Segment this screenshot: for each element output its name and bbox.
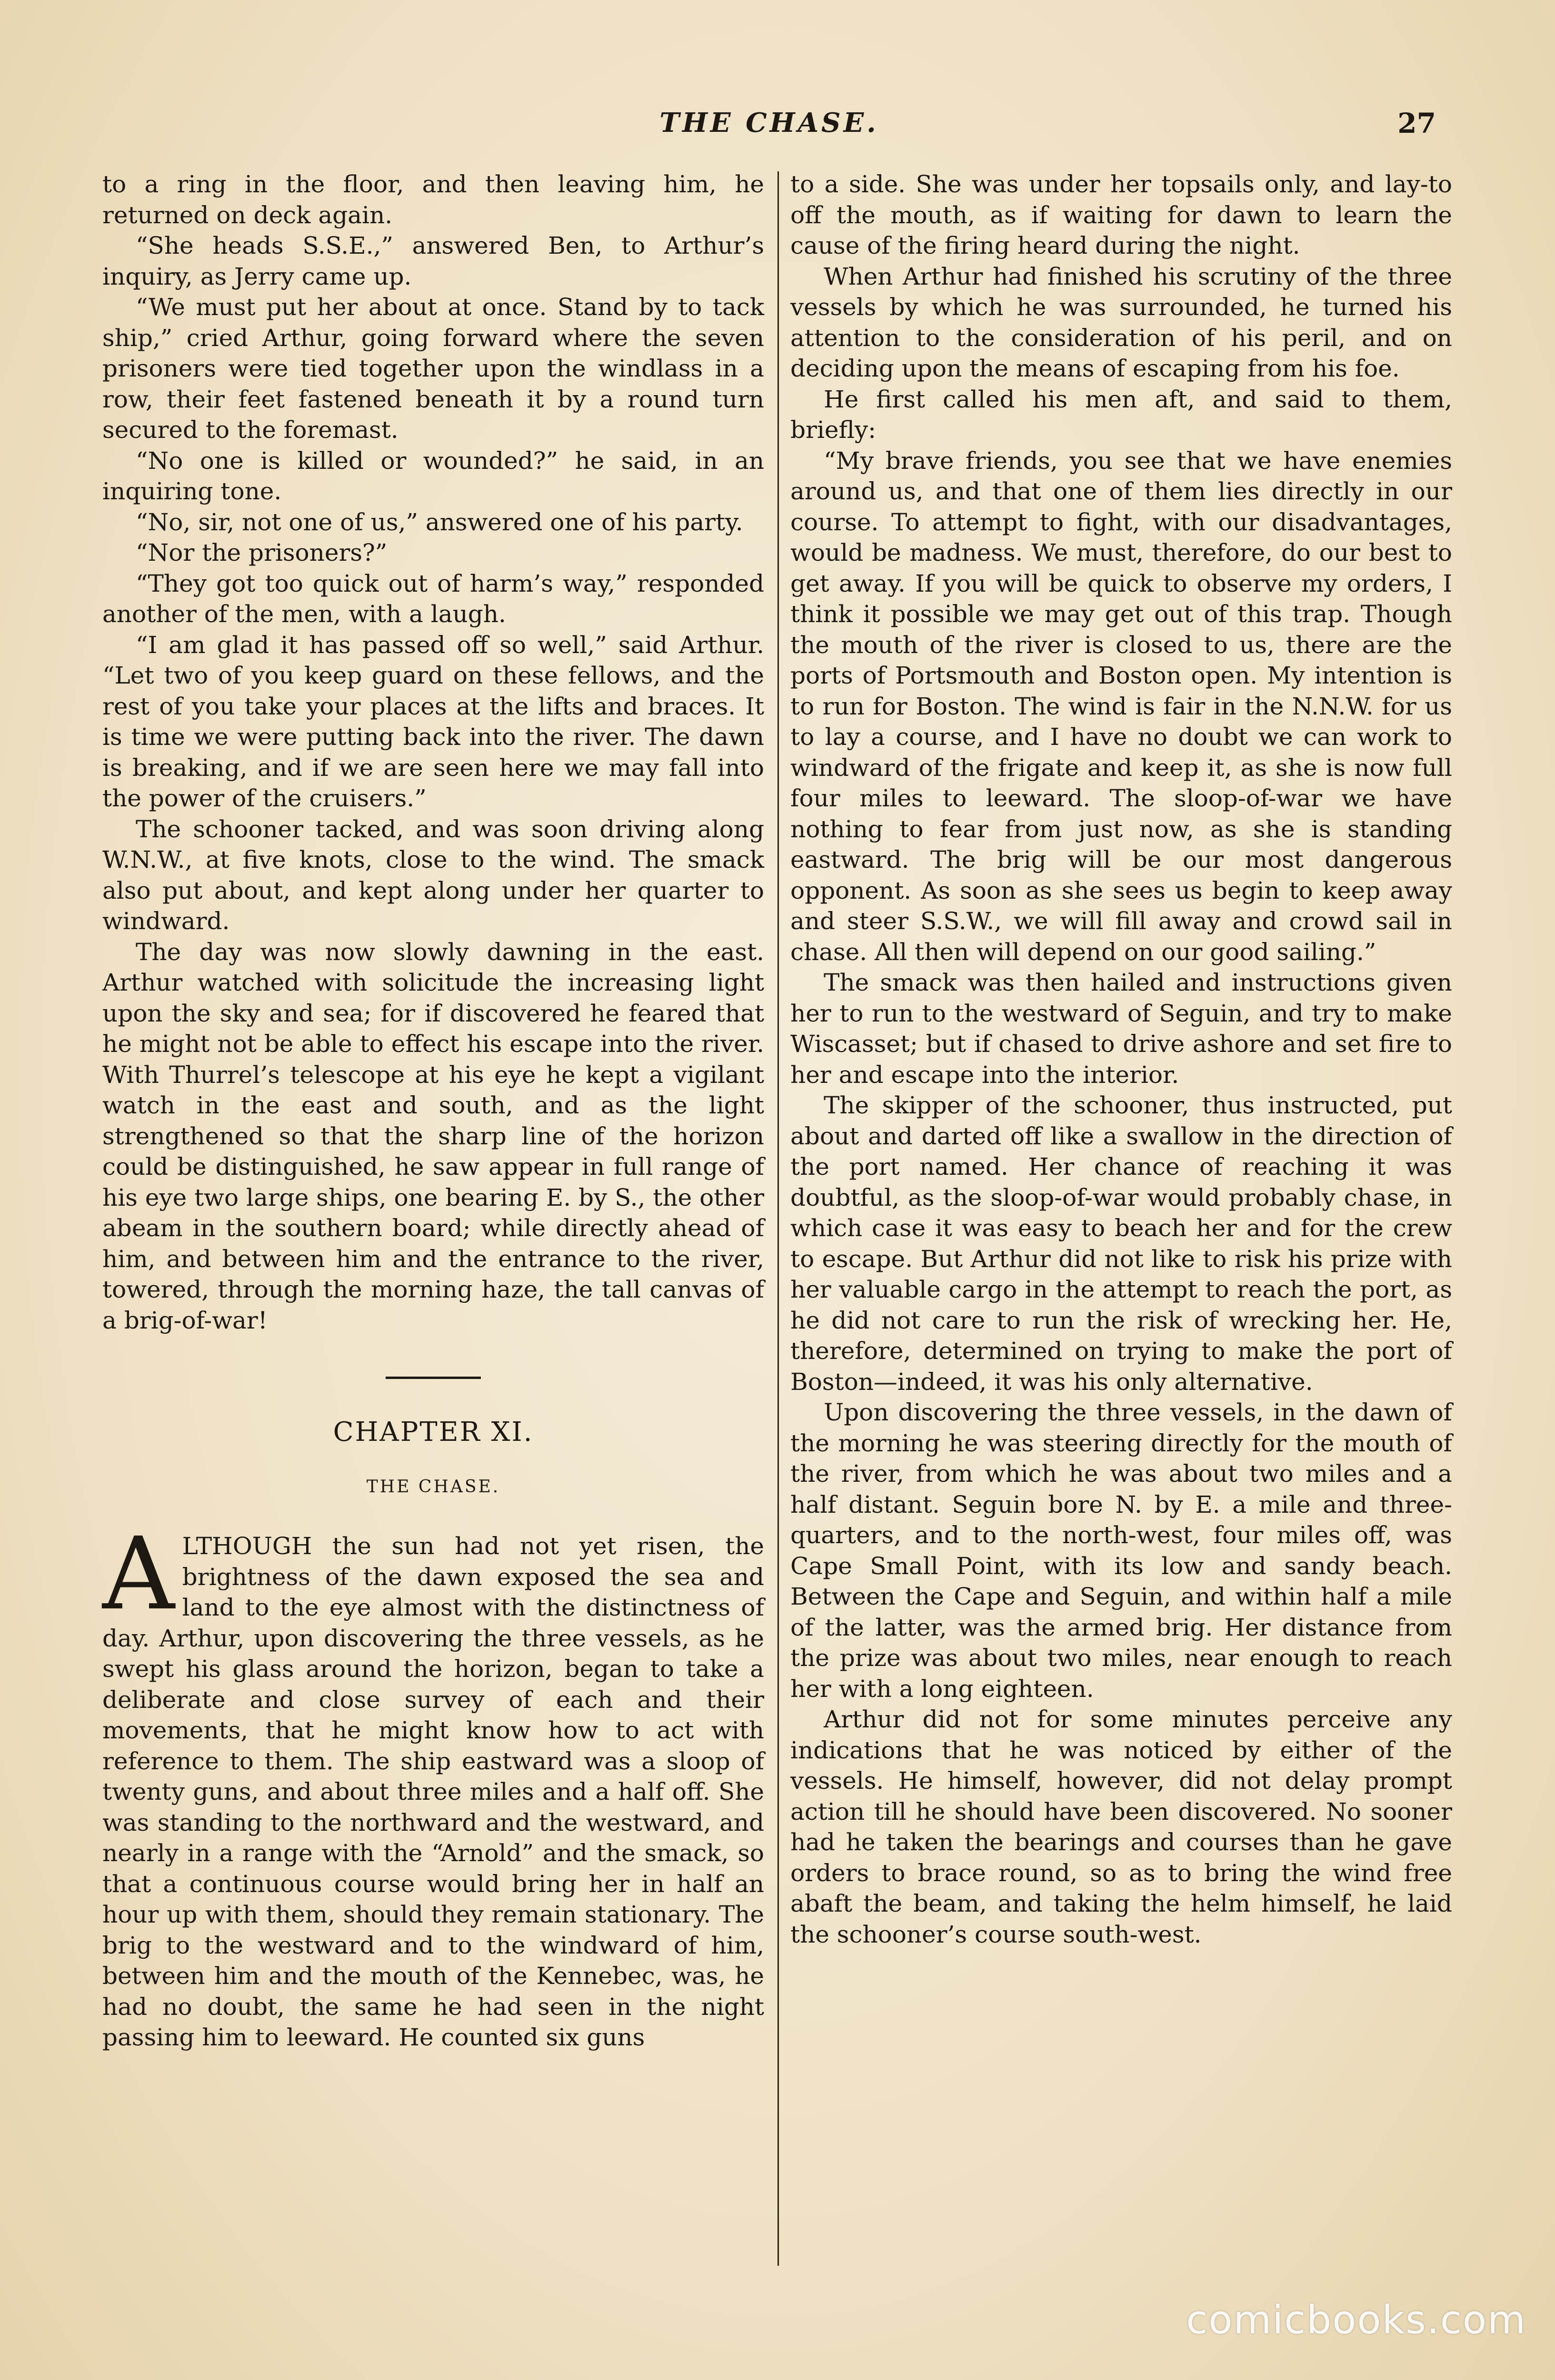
paragraph: “Nor the prisoners?” [136,539,388,566]
drop-cap: A [102,1516,175,1632]
paragraph: When Arthur had finished his scrutiny of the three vessels by which he was surrounded, he turned his attention to the consideration of his peril, and on deciding upon the means of escaping from his foe. [790,262,1452,382]
running-title: THE CHASE. [659,107,879,139]
chapter-opening-paragraph [102,1516,764,2053]
chapter-heading: CHAPTER XI. [333,1417,534,1448]
paragraph: Arthur did not for some minutes perceive any indications that he was noticed by either of the vessels. He himself, however, did not delay prompt action till he should have been discovered. No sooner had he taken the bearings and courses than he gave orders to brace round, so as to bring the wind free abaft the beam, and taking the helm himself, he laid the schooner’s course south-west. [790,1706,1452,1948]
paragraph: “We must put her about at once. Stand by to tack ship,” cried Arthur, going forward where the seven prisoners were tied together upon the windlass in a row, their feet fastened beneath it by a round turn secured to the foremast. [102,293,764,444]
paragraph: The smack was then hailed and instructions given her to run to the westward of Seguin, and try to make Wiscasset; but if chased to drive ashore and set fire to her and escape into the interior. [790,969,1452,1089]
watermark: comicbooks.com [1186,2298,1526,2343]
paragraph: “No, sir, not one of us,” answered one of his party. [136,508,743,536]
paragraph: The schooner tacked, and was soon driving along W.N.W., at five knots, close to the wind. The smack also put about, and kept along under her quarter to windward. [102,815,764,935]
section-divider [386,1377,481,1379]
paragraph: “I am glad it has passed off so well,” said Arthur. “Let two of you keep guard on these fellows, and the rest of you take your places at the lifts and braces. It is time we were putting back into the river. The dawn is breaking, and if we are seen here we may fall into the power of the cruisers.” [102,631,764,812]
paragraph: He first called his men aft, and said to them, briefly: [790,385,1452,444]
paragraph: “My brave friends, you see that we have enemies around us, and that one of them lies directly in our course. To attempt to fight, with our disadvantages, would be madness. We must, therefore, do our best to get away. If you will be quick to observe my orders, I think it possible we may get out of this trap. Though the mouth of the river is closed to us, there are the ports of Portsmouth and Boston open. My intention is to run for Boston. The wind is fair in the N.N.W. for us to lay a course, and I have no doubt we can work to windward of the frigate and keep it, as she is now full four miles to leeward. The sloop-of-war we have nothing to fear from just now, as she is standing eastward. The brig will be our most dangerous opponent. As soon as she sees us begin to keep away and steer S.S.W., we will fill away and crowd sail in chase. All then will depend on our good sailing.” [790,446,1452,966]
paragraph: “No one is killed or wounded?” he said, in an inquiring tone. [102,446,764,505]
chapter-opening-text: LTHOUGH the sun had not yet risen, the brightness of the dawn exposed the sea and land to the eye almost with the distinctness of day. Arthur, upon discovering the three vessels, as he swept his glass around the horizon, began to take a deliberate and close survey of each and their movements, that he might know how to act with reference to them. The ship eastward was a sloop of twenty guns, and about three miles and a half off. She was standing to the northward and the westward, and nearly in a range with the “Arnold” and the smack, so that a continuous course would bring her in half an hour up with them, should they remain stationary. The brig to the westward and to the windward of him, between him and the mouth of the Kennebec, was, he had no doubt, the same he had seen in the night passing him to leeward. He counted six guns [102,1532,764,2051]
left-column [102,169,764,2053]
paragraph: The skipper of the schooner, thus instructed, put about and darted off like a swallow in the direction of the port named. Her chance of reaching it was doubtful, as the sloop-of-war would probably chase, in which case it was easy to beach her and for the crew to escape. But Arthur did not like to risk his prize with her valuable cargo in the attempt to reach the port, as he did not care to run the risk of wrecking her. He, therefore, determined on trying to make the port of Boston—indeed, it was his only alternative. [790,1091,1452,1396]
paragraph: “They got too quick out of harm’s way,” responded another of the men, with a laugh. [102,569,764,628]
right-column [790,169,1452,1950]
paragraph: to a side. She was under her topsails only, and lay-to off the mouth, as if waiting for dawn to learn the cause of the firing heard during the night. [790,170,1452,259]
paragraph: Upon discovering the three vessels, in the dawn of the morning he was steering directly for the mouth of the river, from which he was about two miles and a half distant. Seguin bore N. by E. a mile and three-quarters, and to the north-west, four miles off, was Cape Small Point, with its low and sandy beach. Between the Cape and Seguin, and within half a mile of the latter, was the armed brig. Her distance from the prize was about two miles, near enough to reach her with a long eighteen. [790,1398,1452,1703]
paragraph: to a ring in the floor, and then leaving him, he returned on deck again. [102,170,764,229]
chapter-subheading: THE CHASE. [366,1477,500,1497]
page-header [102,102,1436,145]
column-rule [778,171,779,2266]
paragraph: “She heads S.S.E.,” answered Ben, to Arthur’s inquiry, as Jerry came up. [102,232,764,290]
paragraph: The day was now slowly dawning in the east. Arthur watched with solicitude the increasing light upon the sky and sea; for if discovered he feared that he might not be able to effect his escape into the river. With Thurrel’s telescope at his eye he kept a vigilant watch in the east and south, and as the light strengthened so that the sharp line of the horizon could be distinguished, he saw appear in full range of his eye two large ships, one bearing E. by S., the other abeam in the southern board; while directly ahead of him, and between him and the entrance to the river, towered, through the morning haze, the tall canvas of a brig-of-war! [102,938,764,1334]
page-number: 27 [1397,107,1436,139]
